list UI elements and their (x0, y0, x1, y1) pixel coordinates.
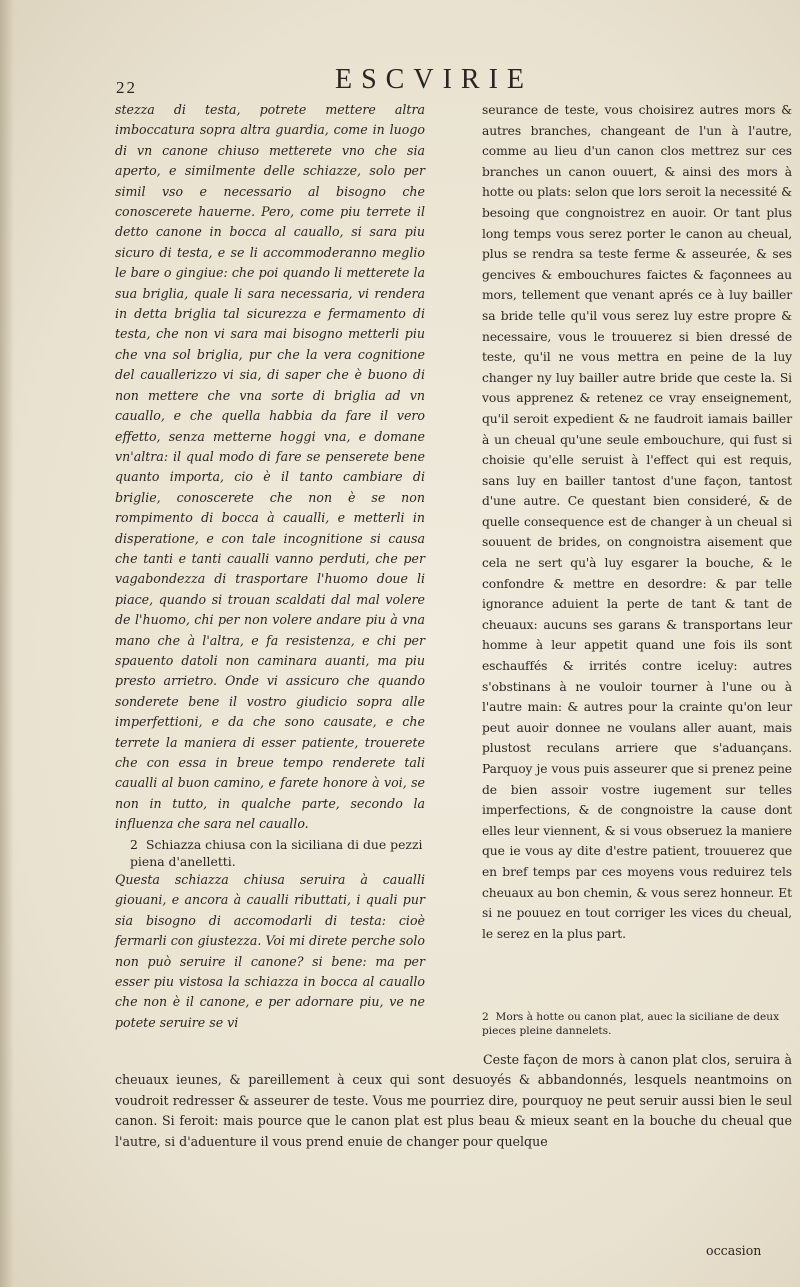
italian-figure-note (130, 836, 430, 870)
french-body-text: seurance de teste, vous choisirez autres mors & autres branches, changeant de l'un à l'autre, comme au lieu d'un canon clos mettrez sur ces branches un canon ouuert, & ainsi des mors à hotte ou plats: selon que lors seroit la necessité & besoing que congnoistrez en auoir. Or tant plus long temps vous serez porter le canon au cheual, plus se rendra sa teste ferme & asseurée, & ses gencives & embouchures faictes & façonnees au mors, tellement que venant aprés ce à luy bailler sa bride telle qu'il vous serez luy estre propre & necessaire, vous le trouuerez si bien dressé de teste, qu'il ne vous mettra en peine de la luy changer ny luy bailler autre bride que ceste la. Si vous apprenez & retenez ce vray enseignement, qu'il seroit expedient & ne faudroit iamais bailler à un cheual qu'une seule embouchure, qui fust si choisie qu'elle seruist à l'effect qui est requis, sans luy en bailler tantost d'une façon, tantost d'une autre. Ce questant bien consideré, & de quelle consequence est de changer à un cheual si souuent de brides, on congnoistra aisement que cela ne sert qu'à luy esgarer la bouche, & le confondre & mettre en desordre: & par telle ignorance aduient la perte de tant & tant de cheuaux: aucuns ses garans & transportans leur homme à leur appetit quand une fois ils sont eschauffés & irrités contre iceluy: autres s'obstinans à ne vouloir tourner à l'une ou à l'autre main: & autres pour la crainte qu'on leur peut auoir donnee ne voulans aller auant, mais plustost reculans arriere que s'aduançans. Parquoy je vous puis asseurer que si prenez peine de bien assoir vostre iugement sur telles imperfections, & de congnoistre la cause dont elles leur viennent, & si vous obseruez la maniere que ie vous ay dite d'estre patient, trouuerez que en bref temps par ces moyens vous reduirez tels cheuaux au bon chemin, & vous serez honneur. Et si ne pouuez en tout corriger les vices du cheual, le serez en la plus part. (482, 103, 792, 941)
running-head: ESCVIRIE (335, 64, 533, 95)
italian-body-text: stezza di testa, potrete mettere altra imboccatura sopra altra guardia, come in luogo di vn canone chiuso metterete vno che sia aperto, e similmente delle schiazze, solo per simil vso e necessario al bisogno che conoscerete hauerne. Pero, come piu terrete il detto canone in bocca al cauallo, si sara piu sicuro di testa, e se li accommoderanno meglio le bare o gingiue: che poi quando li metterete la sua briglia, quale li sara necessaria, vi rendera in detta briglia tal sicurezza e fermamento di testa, che non vi sara mai bisogno metterli piu che vna sol briglia, pur che la vera cognitione del cauallerizzo vi sia, di saper che è buono di non mettere che vna sorte di briglia ad vn cauallo, e che quella habbia da fare il vero effetto, senza metterne hoggi vna, e domane vn'altra: il qual modo di fare se penserete bene quanto importa, cio è il tanto cambiare di briglie, conoscerete che non è se non rompimento di bocca à caualli, e metterli in disperatione, e con tale incognitione si causa che tanti e tanti caualli vanno perduti, che per vagabondezza di trasportare l'huomo doue li piace, quando si trouan scaldati dal mal volere de l'huomo, chi per non volere andare piu à vna mano che à l'altra, e fa resistenza, e chi per spauento datoli non caminara auanti, ma piu presto arrietro. Onde vi assicuro che quando sonderete bene il vostro giudicio sopra alle imperfettioni, e da che sono causate, e che terrete la maniera di esser patiente, trouerete che con essa in breue tempo renderete tali caualli al buon camino, e farete honore à voi, se non in tutto, in qualche parte, secondo la influenza che sara nel cauallo. (115, 102, 425, 832)
french-text-column (482, 100, 792, 944)
french-bottom-text: Ceste façon de mors à canon plat clos, seruira à cheuaux ieunes, & pareillement à ceux qui sont desuoyés & abbandonnés, lesquels neantmoins on voudroit redresser & asseurer de teste. Vous me pourriez dire, pourquoy ne peut seruir aussi bien le seul canon. Si feroit: mais pource que le canon plat est plus beau & mieux seant en la bouche du cheual que l'autre, si d'aduenture il vous prend enuie de changer pour quelque (115, 1052, 792, 1149)
page-edge-shadow (0, 0, 14, 1287)
note-text-fr: Mors à hotte ou canon plat, auec la siciliane de deux pieces pleine dannelets. (482, 1011, 780, 1037)
french-bottom-paragraph (115, 1050, 792, 1152)
italian-text-column (115, 100, 425, 835)
page-number: 22 (116, 78, 137, 97)
note-number: 2 (130, 837, 138, 852)
italian-caption-text (115, 870, 425, 1033)
note-text: Schiazza chiusa con la siciliana di due pezzi piena d'anelletti. (130, 837, 423, 869)
note-number-fr: 2 (482, 1011, 489, 1023)
page-header (0, 62, 800, 102)
catchword: occasion (706, 1243, 762, 1258)
italian-caption-body: Questa schiazza chiusa seruira à caualli giouani, e ancora à caualli ributtati, i quali pur sia bisogno di accomodarli di testa: cioè fermarli con giustezza. Voi mi direte perche solo non può seruire il canone? si bene: ma per esser piu vistosa la schiazza in bocca al cauallo che non è il canone, e per adornare piu, ve ne potete seruire se vi (115, 872, 425, 1030)
french-figure-note (482, 1010, 792, 1038)
